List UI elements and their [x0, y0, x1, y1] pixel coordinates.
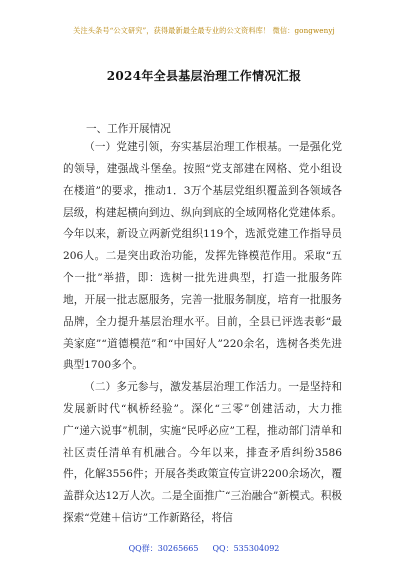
header-banner: 关注头条号“公文研究”，获得最新最全最专业的公文资料库！ 微信：gongwenyj [73, 26, 335, 35]
document-title: 2024年全县基层治理工作情况汇报 [106, 69, 302, 83]
footer-qq-group: QQ群：30265665 [128, 544, 199, 553]
paragraph-multi-participation: （二）多元参与，激发基层治理工作活力。一是坚持和发展新时代“枫桥经验”。深化“三零”创建活动，大力推广“递六说事”机制，实施“民呼必应”工程，推动部门清单和社区责任清单有机融合。今年以来，排查矛盾纠纷3586件，化解3556件；开展各类政策宣传宣讲2200余场次，覆盖群众达12万人次。二是全面推广“三治融合”新模式。积极探索“党建＋信访”工作新路径，将信 [63, 381, 342, 525]
footer-qq: QQ：535304092 [212, 544, 280, 553]
section-heading: 一、工作开展情况 [86, 123, 171, 135]
footer-contact [0, 543, 408, 554]
paragraph-party-building: （一）党建引领，夯实基层治理工作根基。一是强化党的领导，建强战斗堡垒。按照“党支部建在网格、党小组设在楼道”的要求，推动1．3万个基层党组织覆盖到各领域各层级，构建起横向到边、纵向到底的全域网格化党建体系。今年以来，新设立两新党组织119个，选派党建工作指导员206人。二是突出政治功能，发挥先锋模范作用。采取“五个一批”举措，即：选树一批先进典型，打造一批服务阵地，开展一批志愿服务，完善一批服务制度，培育一批服务品牌，全力提升基层治理水平。目前，全县已评选表彰“最美家庭”“道德模范”和“中国好人”220余名，选树各类先进典型1700多个。 [63, 141, 342, 372]
